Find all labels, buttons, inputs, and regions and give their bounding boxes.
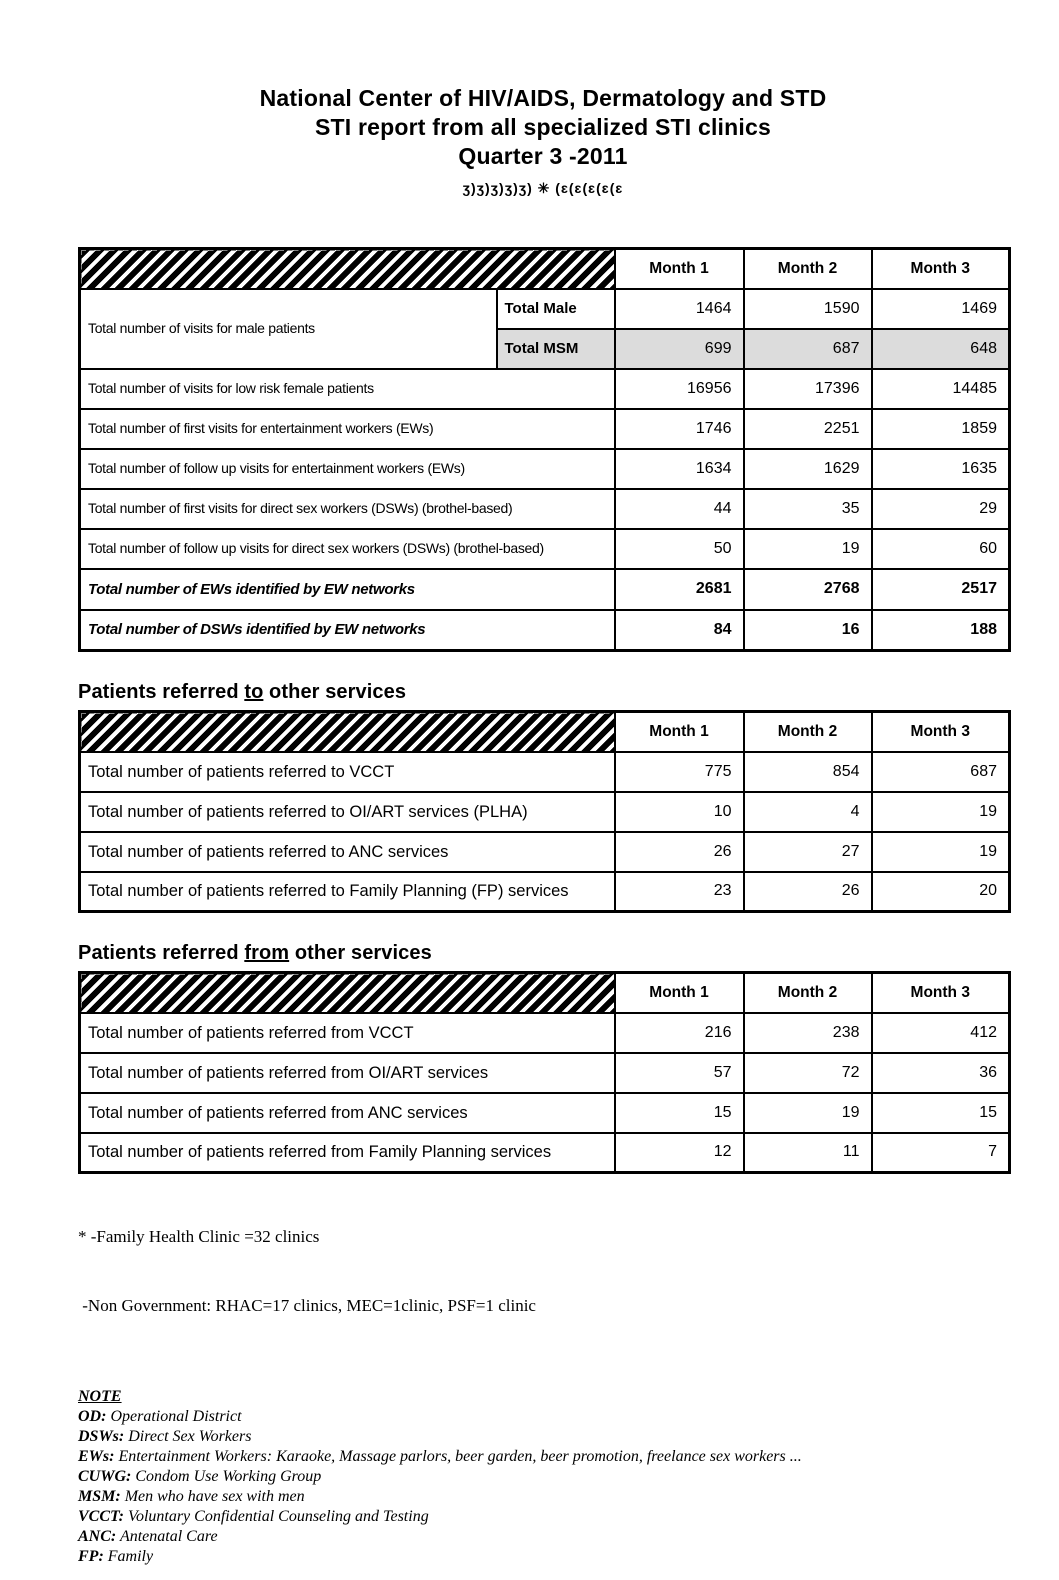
value-cell: 1859 [872,409,1010,449]
row-label: Total number of follow up visits for entertainment workers (EWs) [80,449,615,489]
value-cell: 1746 [615,409,744,449]
row-sublabel: Total MSM [497,329,615,369]
note-item [78,1487,1008,1507]
value-cell: 50 [615,529,744,569]
value-cell: 20 [872,872,1010,912]
table-row [80,409,1010,449]
row-label-group: Total number of visits for male patients [80,289,497,369]
value-cell: 1629 [744,449,872,489]
value-cell: 12 [615,1133,744,1173]
note-definition: Voluntary Confidential Counseling and Testing [123,1508,429,1525]
value-cell: 15 [615,1093,744,1133]
value-cell: 1634 [615,449,744,489]
table-row [80,832,1010,872]
row-label: Total number of EWs identified by EW networks [80,569,615,610]
note-definition: Antenatal Care [116,1528,218,1545]
value-cell: 2517 [872,569,1010,610]
visits-table-header-row [80,249,1010,289]
value-cell: 2768 [744,569,872,610]
footnotes [78,1179,1008,1363]
value-cell: 57 [615,1053,744,1093]
month2-header: Month 2 [744,712,872,752]
note-term: ANC: [78,1528,117,1545]
table-row [80,529,1010,569]
value-cell: 27 [744,832,872,872]
report-page [78,84,1008,1567]
table-row [80,289,1010,329]
row-label: Total number of visits for low risk female patients [80,369,615,409]
row-label: Total number of patients referred to Family Planning (FP) services [80,872,615,912]
value-cell: 26 [615,832,744,872]
value-cell: 4 [744,792,872,832]
visits-table [78,247,1011,652]
month3-header: Month 3 [872,712,1010,752]
note-definition: Direct Sex Workers [124,1428,252,1445]
row-label: Total number of patients referred from VCCT [80,1013,615,1053]
value-cell: 1469 [872,289,1010,329]
value-cell: 36 [872,1053,1010,1093]
table-row [80,569,1010,610]
row-label: Total number of first visits for entertainment workers (EWs) [80,409,615,449]
decorative-ornament: ʒ)ʒ)ʒ)ʒ)ʒ) ✳ (ɛ(ɛ(ɛ(ɛ(ɛ [462,180,624,196]
row-label: Total number of first visits for direct sex workers (DSWs) (brothel-based) [80,489,615,529]
referred-from-table [78,971,1011,1174]
hatched-header-cell [80,712,615,752]
value-cell: 775 [615,752,744,792]
value-cell: 2251 [744,409,872,449]
value-cell: 1635 [872,449,1010,489]
footnote-line: * -Family Health Clinic =32 clinics [78,1227,320,1246]
month2-header: Month 2 [744,973,872,1013]
row-label: Total number of DSWs identified by EW networks [80,610,615,651]
row-label: Total number of patients referred from OI/ART services [80,1053,615,1093]
note-term: VCCT: [78,1508,124,1525]
value-cell: 19 [872,832,1010,872]
value-cell: 17396 [744,369,872,409]
referred-to-header-row [80,712,1010,752]
note-item [78,1467,1008,1487]
section-heading-referred-to: Patients referred to other services [78,681,407,703]
referred-from-header-row [80,973,1010,1013]
note-definition: Condom Use Working Group [131,1468,322,1485]
note-item [78,1407,1008,1427]
note-definition: Men who have sex with men [120,1488,305,1505]
value-cell: 23 [615,872,744,912]
row-sublabel: Total Male [497,289,615,329]
table-row [80,1053,1010,1093]
value-cell: 10 [615,792,744,832]
value-cell: 2681 [615,569,744,610]
table-row [80,1013,1010,1053]
note-term: FP: [78,1548,104,1565]
row-label: Total number of patients referred to VCCT [80,752,615,792]
value-cell: 44 [615,489,744,529]
value-cell: 188 [872,610,1010,651]
value-cell: 14485 [872,369,1010,409]
value-cell: 72 [744,1053,872,1093]
table-row [80,610,1010,651]
note-heading: NOTE [78,1388,122,1405]
row-label: Total number of patients referred to OI/ART services (PLHA) [80,792,615,832]
report-title-line1: National Center of HIV/AIDS, Dermatology and STD [259,85,827,111]
note-definition: Entertainment Workers: Karaoke, Massage parlors, beer garden, beer promotion, freelance sex workers ... [114,1448,802,1465]
note-item [78,1527,1008,1547]
note-term: CUWG: [78,1468,132,1485]
value-cell: 216 [615,1013,744,1053]
value-cell: 19 [744,1093,872,1133]
value-cell: 687 [744,329,872,369]
value-cell: 854 [744,752,872,792]
note-item [78,1547,1008,1567]
table-row [80,489,1010,529]
note-term: MSM: [78,1488,121,1505]
value-cell: 11 [744,1133,872,1173]
value-cell: 238 [744,1013,872,1053]
value-cell: 19 [744,529,872,569]
report-title-line2: STI report from all specialized STI clinics [315,114,771,140]
value-cell: 16 [744,610,872,651]
month3-header: Month 3 [872,973,1010,1013]
note-block [78,1387,1008,1567]
note-definition: Operational District [106,1408,242,1425]
value-cell: 687 [872,752,1010,792]
table-row [80,369,1010,409]
value-cell: 60 [872,529,1010,569]
value-cell: 26 [744,872,872,912]
note-term: EWs: [78,1448,115,1465]
note-item [78,1447,1008,1467]
hatched-header-cell [80,249,615,289]
table-row [80,752,1010,792]
value-cell: 1464 [615,289,744,329]
month2-header: Month 2 [744,249,872,289]
table-row [80,872,1010,912]
value-cell: 15 [872,1093,1010,1133]
report-title-line3: Quarter 3 -2011 [458,143,628,169]
note-term: OD: [78,1408,107,1425]
note-term: DSWs: [78,1428,125,1445]
value-cell: 19 [872,792,1010,832]
footnote-line: -Non Government: RHAC=17 clinics, MEC=1clinic, PSF=1 clinic [78,1296,536,1315]
section-heading-referred-from: Patients referred from other services [78,942,432,964]
value-cell: 412 [872,1013,1010,1053]
value-cell: 7 [872,1133,1010,1173]
table-row [80,1133,1010,1173]
month1-header: Month 1 [615,973,744,1013]
report-title [78,84,1008,171]
table-row [80,449,1010,489]
value-cell: 699 [615,329,744,369]
month1-header: Month 1 [615,249,744,289]
hatched-header-cell [80,973,615,1013]
value-cell: 1590 [744,289,872,329]
note-definition: Family [103,1548,154,1565]
month1-header: Month 1 [615,712,744,752]
note-item [78,1507,1008,1527]
row-label: Total number of patients referred from ANC services [80,1093,615,1133]
row-label: Total number of patients referred from Family Planning services [80,1133,615,1173]
month3-header: Month 3 [872,249,1010,289]
row-label: Total number of patients referred to ANC services [80,832,615,872]
note-list [78,1407,1008,1567]
referred-to-table [78,710,1011,913]
value-cell: 29 [872,489,1010,529]
table-row [80,792,1010,832]
note-item [78,1427,1008,1447]
row-label: Total number of follow up visits for direct sex workers (DSWs) (brothel-based) [80,529,615,569]
value-cell: 35 [744,489,872,529]
value-cell: 84 [615,610,744,651]
value-cell: 648 [872,329,1010,369]
value-cell: 16956 [615,369,744,409]
table-row [80,1093,1010,1133]
